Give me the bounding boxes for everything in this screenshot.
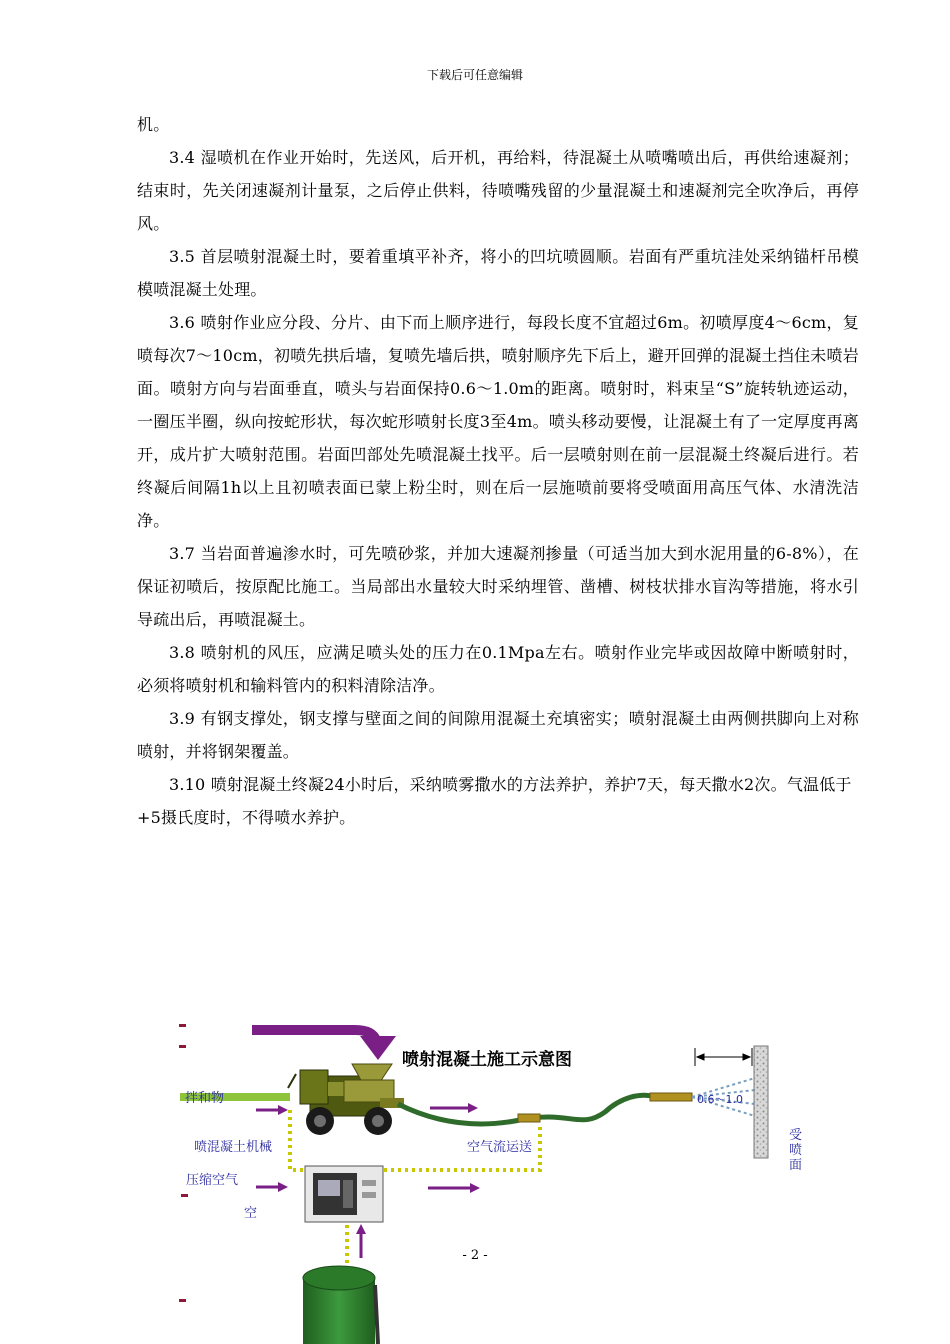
paragraph-3-8: 3.8 喷射机的风压，应满足喷头处的压力在0.1Mpa左右。喷射作业完毕或因故障中断喷射时，必须将喷射机和输料管内的积料清除洁净。	[137, 643, 859, 695]
paragraph-3-6: 3.6 喷射作业应分段、分片、由下而上顺序进行，每段长度不宜超过6m。初喷厚度4～6cm，复喷每次7～10cm，初喷先拱后墙，复喷先墙后拱，喷射顺序先下后上，避开回弹的混凝土挡住未喷岩面。喷射方向与岩面垂直，喷头与岩面保持0.6～1.0m的距离。喷射时，料束呈“S”旋转轨迹运动，一圈压半圈，纵向按蛇形状，每次蛇形喷射长度3至4m。喷头移动要慢，让混凝土有了一定厚度再离开，成片扩大喷射范围。岩面凹部处先喷混凝土找平。后一层喷射则在前一层混凝土终凝后进行。若终凝后间隔1h以上且初喷表面已蒙上粉尘时，则在后一层施喷前要将受喷面用高压气体、水清洗洁净。	[137, 313, 859, 530]
feed-arrow-icon	[252, 1030, 396, 1060]
bullet-mark	[181, 1194, 188, 1197]
paragraph-3-9: 3.9 有钢支撑处，钢支撑与壁面之间的间隙用混凝土充填密实；喷射混凝土由两侧拱脚向上对称喷射，并将钢架覆盖。	[137, 709, 859, 761]
label-air-transport: 空气流运送	[467, 1140, 533, 1155]
label-air: 空	[244, 1206, 258, 1221]
label-compressed-air: 压缩空气	[186, 1173, 239, 1188]
paragraph-3-5: 3.5 首层喷射混凝土时，要着重填平补齐，将小的凹坑喷圆顺。岩面有严重坑洼处采纳锚杆吊模模喷混凝土处理。	[137, 247, 859, 299]
nozzle	[650, 1093, 692, 1101]
arrow-right-icon	[256, 1105, 288, 1115]
air-compressor-icon	[305, 1166, 383, 1222]
bullet-mark	[179, 1299, 186, 1302]
label-machine: 喷混凝土机械	[194, 1140, 273, 1155]
arrow-right-icon	[428, 1183, 480, 1193]
hose-coupling	[518, 1114, 540, 1122]
concrete-pump-machine-icon	[288, 1064, 404, 1135]
paragraph-3-7: 3.7 当岩面普遍渗水时，可先喷砂浆，并加大速凝剂掺量（可适当加大到水泥用量的6-8%），在保证初喷后，按原配比施工。当局部出水量较大时采纳埋管、凿槽、树枝状排水盲沟等措施，将水引导疏出后，再喷混凝土。	[137, 544, 859, 629]
bullet-mark	[179, 1024, 186, 1027]
label-nozzle-distance: 0.6～1.0	[697, 1093, 743, 1106]
label-mix: 拌和物	[185, 1091, 225, 1106]
distance-dimension	[695, 1048, 752, 1066]
receiving-surface	[754, 1046, 768, 1158]
label-receiving-surface: 受喷面	[789, 1128, 803, 1173]
paragraph-continuation: 机。	[137, 115, 170, 134]
bullet-mark	[179, 1045, 186, 1048]
paragraph-3-10: 3.10 喷射混凝土终凝24小时后，采纳喷雾撒水的方法养护，养护7天，每天撒水2次。气温低于+5摄氏度时，不得喷水养护。	[137, 775, 852, 827]
arrow-right-icon	[256, 1182, 288, 1192]
page-number: - 2 -	[462, 1248, 488, 1263]
page-header: 下载后可任意编辑	[426, 68, 523, 82]
arrow-right-icon	[430, 1103, 478, 1113]
storage-tank-icon	[303, 1266, 378, 1344]
diagram-title: 喷射混凝土施工示意图	[402, 1050, 572, 1070]
paragraph-3-4: 3.4 湿喷机在作业开始时，先送风，后开机，再给料，待混凝土从喷嘴喷出后，再供给速凝剂；结束时，先关闭速凝剂计量泵，之后停止供料，待喷嘴残留的少量混凝土和速凝剂完全吹净后，再停风。	[137, 148, 859, 233]
